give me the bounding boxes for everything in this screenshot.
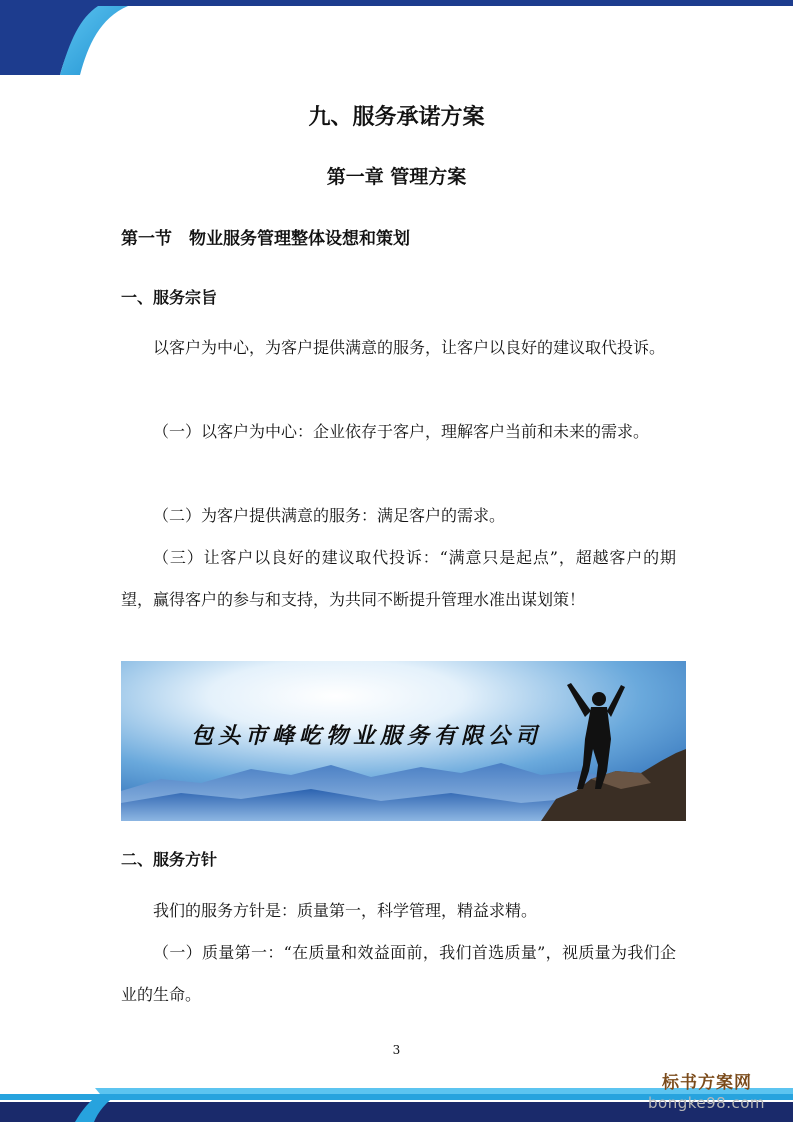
service-purpose-heading: 一、服务宗旨	[121, 288, 218, 307]
paragraph: 我们的服务方针是：质量第一，科学管理，精益求精。	[153, 901, 538, 920]
watermark-site-name: 标书方案网	[662, 1073, 752, 1093]
service-policy-heading: 二、服务方针	[121, 850, 218, 869]
page-number: 3	[392, 1043, 401, 1057]
paragraph: （一）以客户为中心：企业依存于客户，理解客户当前和未来的需求。	[153, 422, 650, 441]
banner-company-name: 包头市峰屹物业服务有限公司	[191, 723, 543, 749]
paragraph: （三）让客户以良好的建议取代投诉：“满意只是起点”，超越客户的期望，赢得客户的参与和支持，为共同不断提升管理水准出谋划策！	[121, 548, 676, 609]
page-title: 九、服务承诺方案	[308, 105, 485, 130]
section-heading: 第一节 物业服务管理整体设想和策划	[121, 229, 410, 249]
company-banner-image	[121, 661, 686, 821]
watermark-url: bongke98.com	[648, 1094, 765, 1112]
header-decoration	[0, 0, 793, 80]
paragraph: 以客户为中心，为客户提供满意的服务，让客户以良好的建议取代投诉。	[153, 338, 666, 357]
paragraph: （二）为客户提供满意的服务：满足客户的需求。	[153, 506, 506, 525]
chapter-heading: 第一章 管理方案	[326, 166, 467, 188]
paragraph: （一）质量第一：“在质量和效益面前，我们首选质量”，视质量为我们企业的生命。	[121, 943, 676, 1004]
